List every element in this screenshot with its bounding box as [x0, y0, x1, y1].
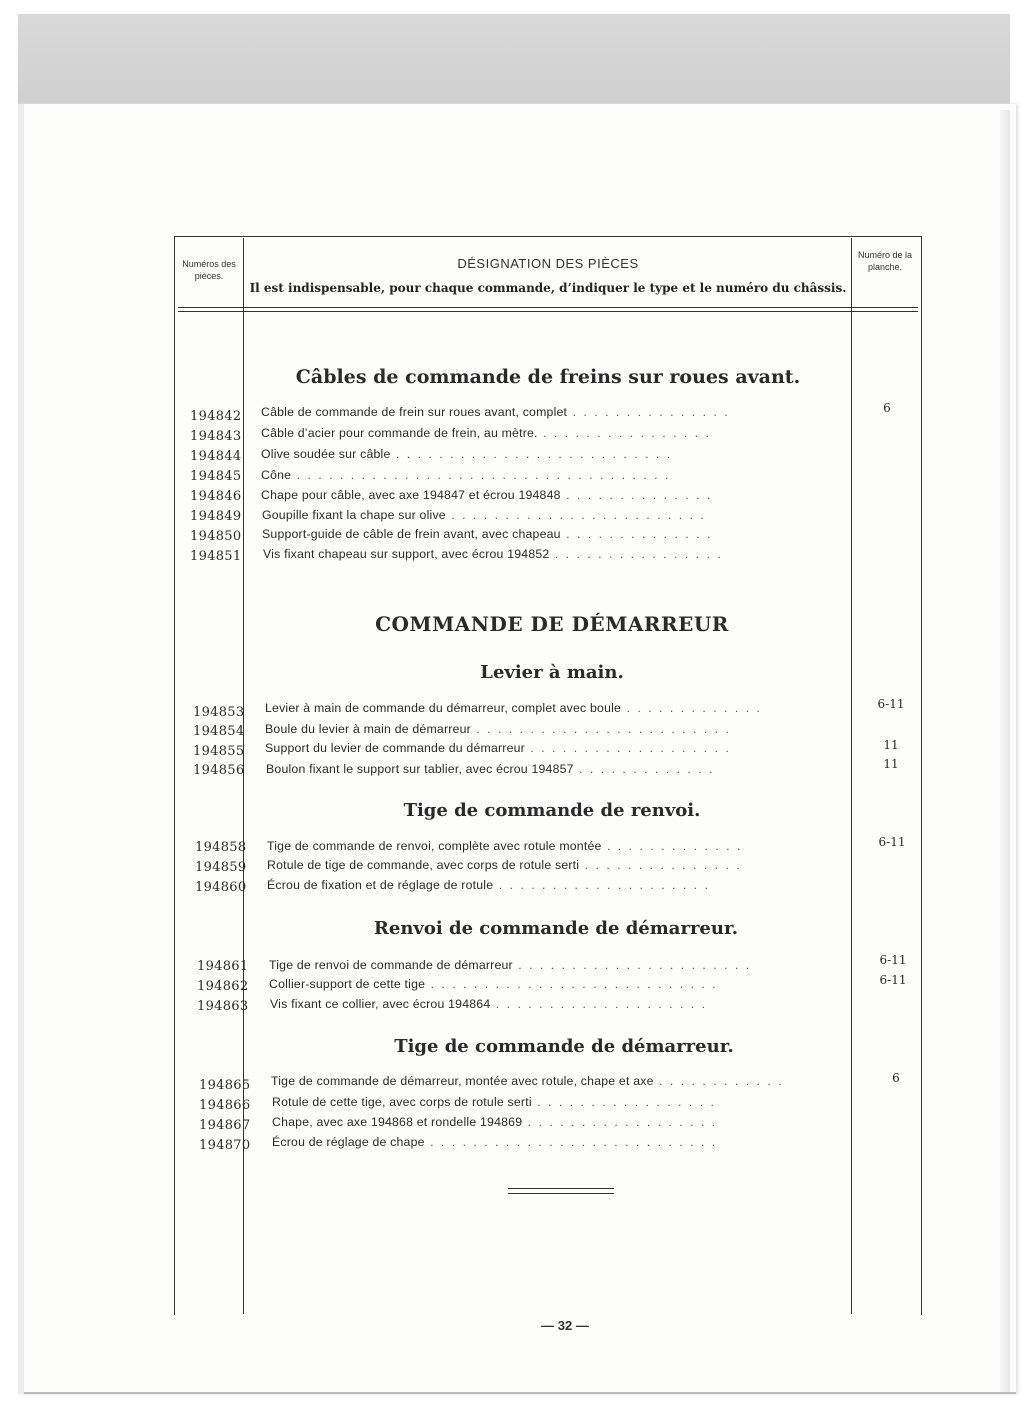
subsection-title: Levier à main. [480, 662, 624, 683]
scan-background [18, 14, 1010, 106]
part-description: Tige de commande de démarreur, montée avec rotule, chape et axe . . . . . . . . . . . . [271, 1074, 784, 1088]
part-description: Goupille fixant la chape sur olive . . . . . . . . . . . . . . . . . . . . . . . . [262, 508, 706, 522]
part-description: Cône . . . . . . . . . . . . . . . . . . . . . . . . . . . . . . . . . . . [261, 468, 671, 482]
part-description: Tige de renvoi de commande de démarreur . . . . . . . . . . . . . . . . . . . . . . [269, 958, 752, 972]
plate-number: 6 [883, 401, 891, 415]
part-number: 194851 [190, 549, 242, 564]
part-description: Chape, avec axe 194868 et rondelle 194869 . . . . . . . . . . . . . . . . . . [272, 1115, 718, 1129]
part-number: 194858 [195, 840, 247, 855]
header-note: Il est indispensable, pour chaque commande, d’indiquer le type et le numéro du châssis. [249, 281, 847, 295]
part-description: Câble de commande de frein sur roues avant, complet . . . . . . . . . . . . . . . [261, 405, 730, 419]
column-rule-right [851, 238, 852, 1314]
part-number: 194865 [199, 1078, 251, 1093]
part-number: 194845 [190, 469, 242, 484]
part-number: 194862 [197, 979, 249, 994]
part-number: 194854 [193, 724, 245, 739]
plate-number: 6 [892, 1071, 900, 1085]
part-number: 194844 [190, 449, 242, 464]
subsection-title: Tige de commande de renvoi. [403, 800, 701, 821]
header-plate: Numéro de la planche. [857, 250, 913, 272]
header-numbers: Numéros des pièces. [182, 259, 236, 281]
page-number: — 32 — [541, 1318, 589, 1333]
part-number: 194866 [199, 1098, 251, 1113]
part-description: Collier-support de cette tige . . . . . . . . . . . . . . . . . . . . . . . . . . . [269, 977, 718, 991]
part-number: 194850 [190, 529, 242, 544]
part-number: 194861 [197, 959, 249, 974]
part-description: Tige de commande de renvoi, complète avec rotule montée . . . . . . . . . . . . . [267, 839, 743, 853]
part-description: Olive soudée sur câble . . . . . . . . . . . . . . . . . . . . . . . . . . [261, 447, 673, 461]
part-number: 194867 [199, 1118, 251, 1133]
part-description: Levier à main de commande du démarreur, complet avec boule . . . . . . . . . . . . . [265, 701, 762, 715]
subsection-title: Tige de commande de démarreur. [394, 1036, 734, 1057]
part-description: Support du levier de commande du démarreur . . . . . . . . . . . . . . . . . . . [265, 741, 731, 755]
plate-number: 11 [883, 738, 899, 752]
part-number: 194860 [195, 880, 247, 895]
part-number: 194856 [193, 763, 245, 778]
part-description: Chape pour câble, avec axe 194847 et écrou 194848 . . . . . . . . . . . . . . [261, 488, 713, 502]
section-title: Câbles de commande de freins sur roues avant. [295, 366, 801, 388]
part-number: 194842 [190, 409, 242, 424]
part-description: Écrou de réglage de chape . . . . . . . . . . . . . . . . . . . . . . . . . . . [272, 1135, 718, 1149]
part-description: Vis fixant chapeau sur support, avec écrou 194852 . . . . . . . . . . . . . . . . [263, 547, 723, 561]
part-number: 194853 [193, 705, 245, 720]
part-number: 194863 [197, 999, 249, 1014]
part-number: 194849 [190, 509, 242, 524]
header-rule [178, 307, 918, 312]
end-rule [508, 1188, 614, 1194]
plate-number: 6-11 [878, 835, 906, 849]
part-number: 194870 [199, 1138, 251, 1153]
part-description: Câble d’acier pour commande de frein, au mètre. . . . . . . . . . . . . . . . . [261, 426, 711, 440]
part-description: Vis fixant ce collier, avec écrou 194864 . . . . . . . . . . . . . . . . . . . . [270, 997, 708, 1011]
section-title: COMMANDE DE DÉMARREUR [375, 612, 729, 636]
part-number: 194846 [190, 489, 242, 504]
part-description: Boule du levier à main de démarreur . . . . . . . . . . . . . . . . . . . . . . . . [265, 722, 731, 736]
part-description: Rotule de cette tige, avec corps de rotule serti . . . . . . . . . . . . . . . . . [272, 1095, 716, 1109]
part-description: Écrou de fixation et de réglage de rotule . . . . . . . . . . . . . . . . . . . . [267, 878, 710, 892]
page-edge [1000, 110, 1010, 1392]
plate-number: 6-11 [879, 953, 907, 967]
part-number: 194843 [190, 429, 242, 444]
plate-number: 11 [883, 757, 899, 771]
part-number: 194859 [195, 860, 247, 875]
subsection-title: Renvoi de commande de démarreur. [373, 918, 739, 939]
plate-number: 6-11 [877, 697, 905, 711]
plate-number: 6-11 [879, 973, 907, 987]
part-description: Boulon fixant le support sur tablier, avec écrou 194857 . . . . . . . . . . . . . [266, 762, 715, 776]
part-number: 194855 [193, 744, 245, 759]
part-description: Support-guide de câble de frein avant, avec chapeau . . . . . . . . . . . . . . [262, 527, 713, 541]
part-description: Rotule de tige de commande, avec corps de rotule serti . . . . . . . . . . . . . . . [267, 858, 742, 872]
header-title: DÉSIGNATION DES PIÈCES [457, 256, 639, 271]
